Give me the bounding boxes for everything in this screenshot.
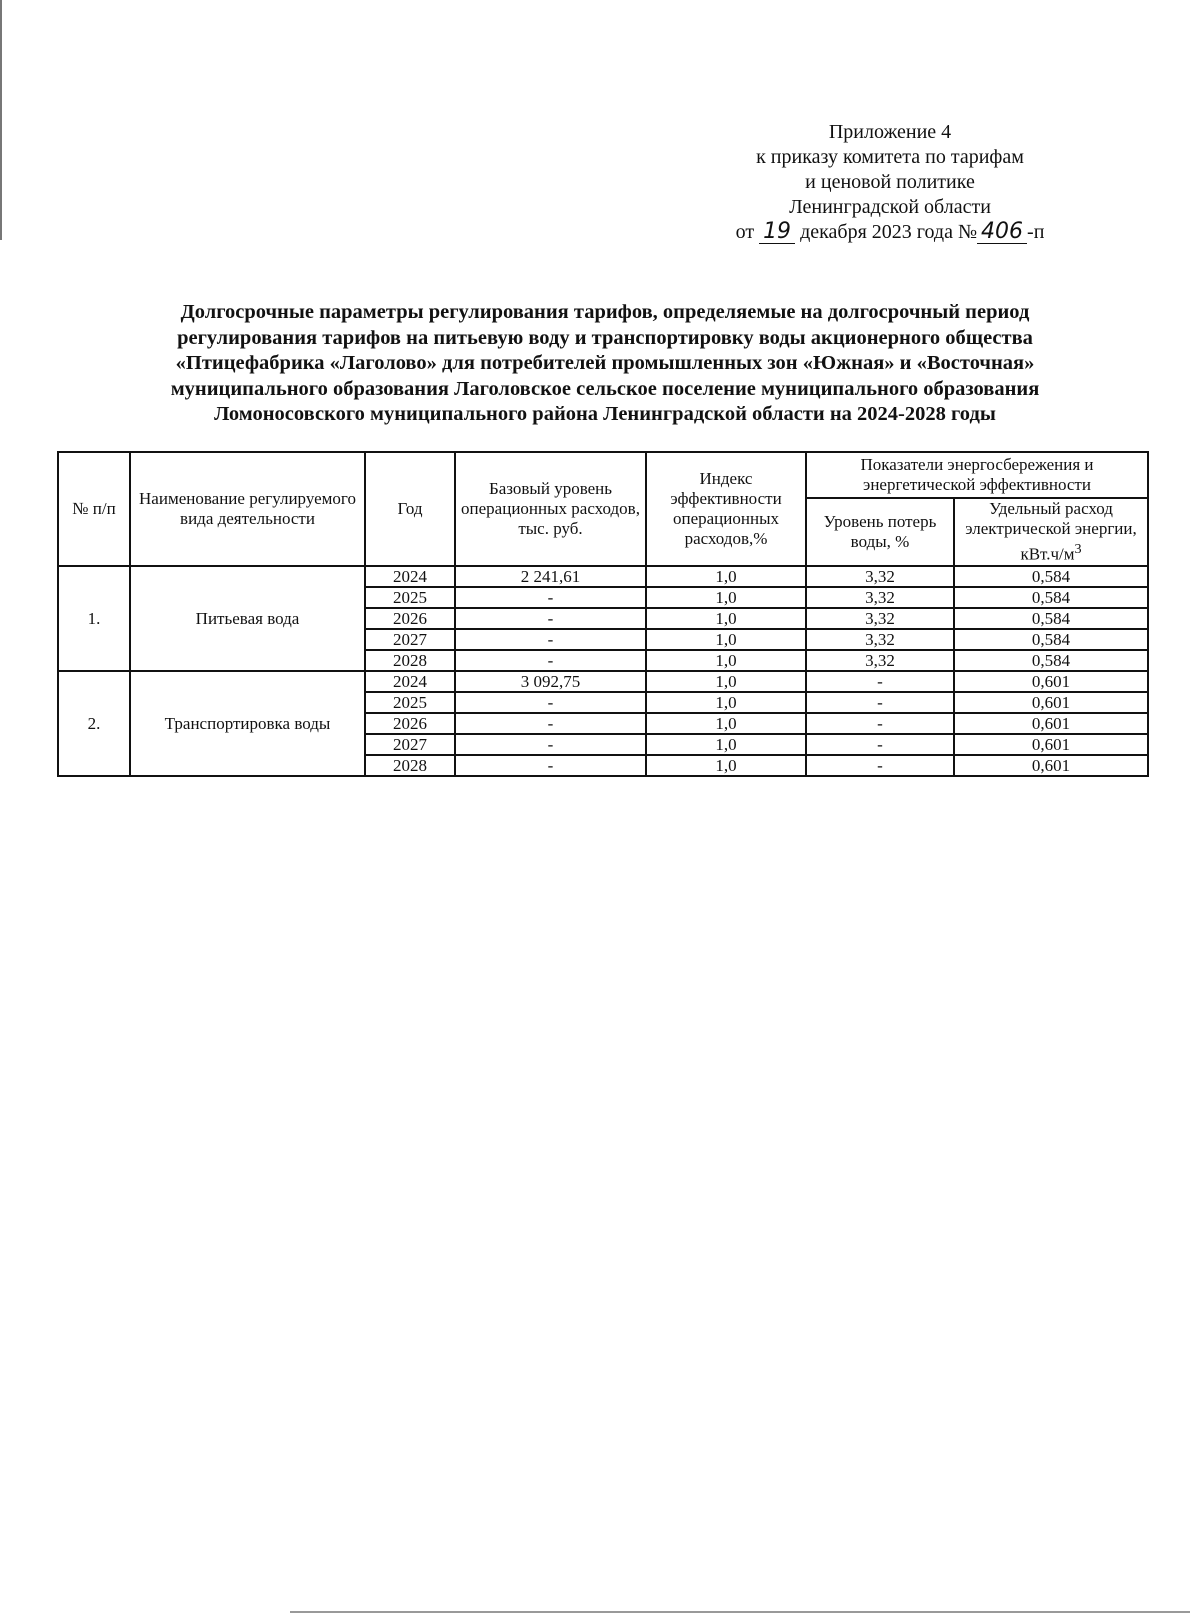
header-water-loss: Уровень потерь воды, % [806,498,954,566]
cell-year: 2028 [365,650,455,671]
cell-year: 2026 [365,608,455,629]
cell-energy-use: 0,584 [954,587,1148,608]
table-row [58,566,1148,587]
header-energy-use [954,498,1148,566]
table-header-row [58,452,1148,498]
cell-water-loss: 3,32 [806,566,954,587]
cell-efficiency-index: 1,0 [646,734,806,755]
cell-energy-use: 0,584 [954,629,1148,650]
cell-energy-use: 0,601 [954,671,1148,692]
cell-year: 2024 [365,671,455,692]
appendix-line-3: и ценовой политике [805,171,975,193]
appendix-line-1: Приложение 4 [828,121,952,143]
cell-base-level: - [455,608,646,629]
title-line-5: Ломоносовского муниципального района Ленинградской области на 2024-2028 годы [214,403,996,425]
cell-base-level: - [455,755,646,776]
header-energy-group: Показатели энергосбережения и энергетической эффективности [806,452,1148,498]
date-prefix: от [735,221,755,243]
cell-base-level: - [455,734,646,755]
title-line-3: «Птицефабрика «Лаголово» для потребителей промышленных зон «Южная» и «Восточная» [175,352,1035,374]
appendix-header [690,120,1090,245]
cell-activity: Транспортировка воды [130,671,365,776]
cell-energy-use: 0,601 [954,734,1148,755]
cell-year: 2028 [365,755,455,776]
cell-base-level: - [455,692,646,713]
cell-efficiency-index: 1,0 [646,587,806,608]
cell-efficiency-index: 1,0 [646,671,806,692]
document-title [60,300,1150,428]
table-row [58,671,1148,692]
cell-water-loss: - [806,671,954,692]
header-num: № п/п [58,452,130,566]
scan-edge-bottom [290,1611,1190,1613]
appendix-line-4: Ленинградской области [789,196,991,218]
cell-energy-use: 0,601 [954,692,1148,713]
cell-efficiency-index: 1,0 [646,566,806,587]
cell-year: 2025 [365,692,455,713]
cell-water-loss: - [806,692,954,713]
header-base-level: Базовый уровень операционных расходов, тыс. руб. [455,452,646,566]
tariff-parameters-table [57,451,1149,777]
cell-energy-use: 0,584 [954,566,1148,587]
handwritten-day: 19 [759,221,795,244]
cell-energy-use: 0,584 [954,608,1148,629]
cell-water-loss: 3,32 [806,587,954,608]
cell-base-level: - [455,650,646,671]
cell-base-level: - [455,629,646,650]
cell-energy-use: 0,601 [954,713,1148,734]
cell-num: 2. [58,671,130,776]
handwritten-order-number: 406 [977,221,1027,244]
cell-year: 2025 [365,587,455,608]
cell-efficiency-index: 1,0 [646,629,806,650]
header-energy-use-sup: 3 [1074,541,1082,558]
cell-efficiency-index: 1,0 [646,713,806,734]
cell-base-level: - [455,713,646,734]
cell-efficiency-index: 1,0 [646,650,806,671]
cell-base-level: - [455,587,646,608]
cell-energy-use: 0,601 [954,755,1148,776]
cell-activity: Питьевая вода [130,566,365,671]
cell-water-loss: 3,32 [806,608,954,629]
title-line-1: Долгосрочные параметры регулирования тарифов, определяемые на долгосрочный период [180,301,1030,323]
appendix-line-2: к приказу комитета по тарифам [756,146,1024,168]
cell-efficiency-index: 1,0 [646,692,806,713]
cell-water-loss: - [806,734,954,755]
header-year: Год [365,452,455,566]
appendix-date-line [690,220,1090,245]
scan-edge-left [0,0,2,240]
cell-water-loss: - [806,713,954,734]
cell-energy-use: 0,584 [954,650,1148,671]
cell-year: 2026 [365,713,455,734]
date-middle: декабря 2023 года № [800,221,978,243]
cell-base-level: 3 092,75 [455,671,646,692]
cell-water-loss: 3,32 [806,650,954,671]
table-body [58,566,1148,776]
cell-water-loss: 3,32 [806,629,954,650]
title-line-2: регулирования тарифов на питьевую воду и транспортировку воды акционерного общества [177,326,1033,349]
order-number-suffix: -п [1027,221,1045,243]
cell-efficiency-index: 1,0 [646,755,806,776]
header-efficiency-index: Индекс эффективности операционных расходов,% [646,452,806,566]
cell-year: 2027 [365,734,455,755]
header-activity: Наименование регулируемого вида деятельности [130,452,365,566]
cell-year: 2027 [365,629,455,650]
header-energy-use-text: Удельный расход электрической энергии, кВт.ч/м [965,499,1137,564]
cell-year: 2024 [365,566,455,587]
cell-water-loss: - [806,755,954,776]
cell-base-level: 2 241,61 [455,566,646,587]
title-line-4: муниципального образования Лаголовское сельское поселение муниципального образования [170,377,1040,400]
cell-efficiency-index: 1,0 [646,608,806,629]
cell-num: 1. [58,566,130,671]
